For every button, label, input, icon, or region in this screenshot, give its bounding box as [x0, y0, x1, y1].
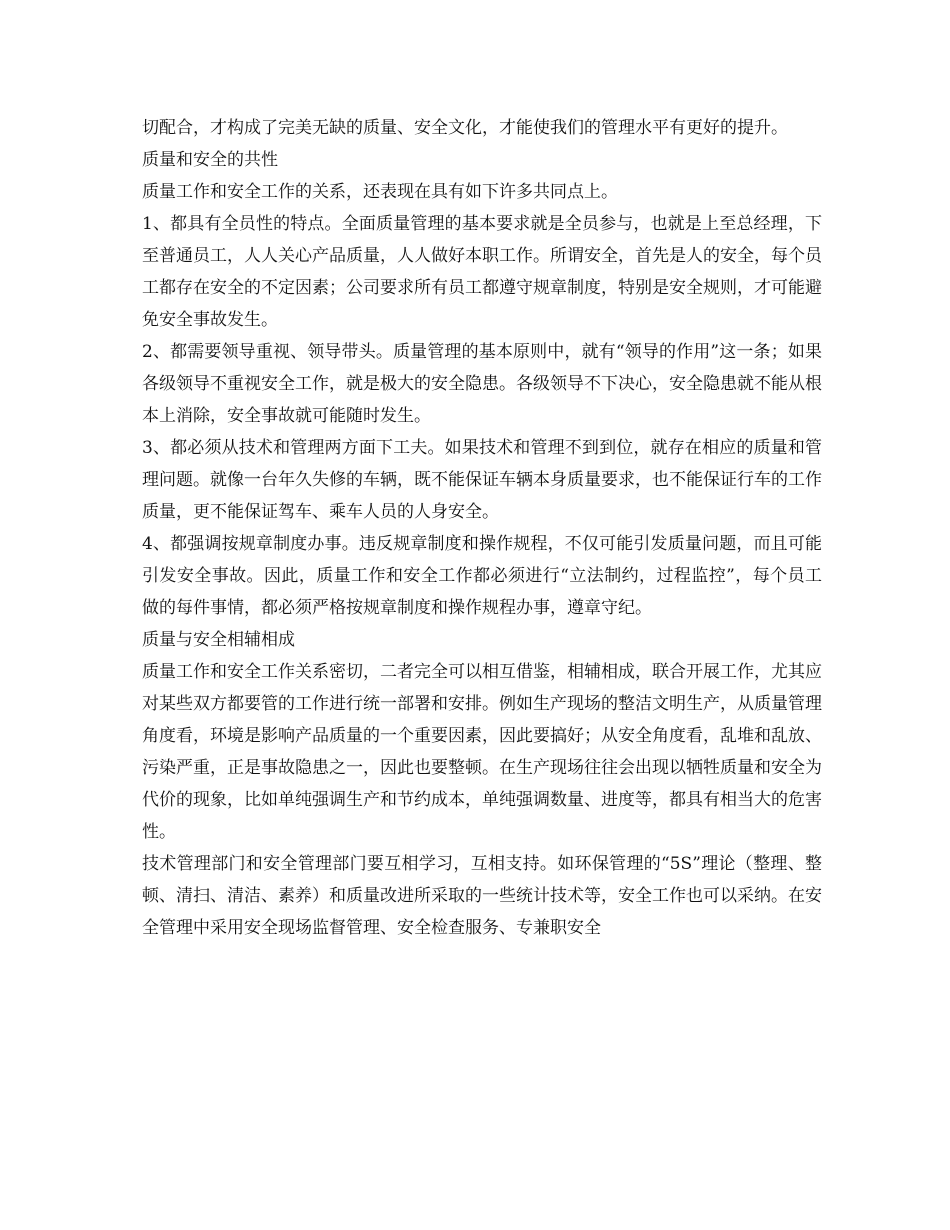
paragraph-complementary-work: 质量工作和安全工作关系密切，二者完全可以相互借鉴，相辅相成，联合开展工作，尤其应对某些双方都要管的工作进行统一部署和安排。例如生产现场的整洁文明生产，从质量管理角度看，环境是影响产品质量的一个重要因素，因此要搞好；从安全角度看，乱堆和乱放、污染严重，正是事故隐患之一，因此也要整顿。在生产现场往往会出现以牺牲质量和安全为代价的现象，比如单纯强调生产和节约成本，单纯强调数量、进度等，都具有相当大的危害性。 — [142, 662, 822, 842]
paragraph-mutual-learning: 技术管理部门和安全管理部门要互相学习，互相支持。如环保管理的“5S”理论（整理、整顿、清扫、清洁、素养）和质量改进所采取的一些统计技术等，安全工作也可以采纳。在安全管理中采用安全现场监督管理、安全检查服务、专兼职安全 — [142, 854, 822, 938]
paragraph-point-4: 4、都强调按规章制度办事。违反规章制度和操作规程，不仅可能引发质量问题，而且可能引发安全事故。因此，质量工作和安全工作都必须进行“立法制约，过程监控”，每个员工做的每件事情，都必须严格按规章制度和操作规程办事，遵章守纪。 — [142, 534, 822, 618]
paragraph-point-3: 3、都必须从技术和管理两方面下工夫。如果技术和管理不到到位，就存在相应的质量和管理问题。就像一台年久失修的车辆，既不能保证车辆本身质量要求，也不能保证行车的工作质量，更不能保证驾车、乘车人员的人身安全。 — [142, 438, 822, 522]
section-heading-common-traits: 质量和安全的共性 — [142, 150, 278, 170]
paragraph-point-1: 1、都具有全员性的特点。全面质量管理的基本要求就是全员参与，也就是上至总经理，下至普通员工，人人关心产品质量，人人做好本职工作。所谓安全，首先是人的安全，每个员工都存在安全的不定因素；公司要求所有员工都遵守规章制度，特别是安全规则，才可能避免安全事故发生。 — [142, 214, 822, 330]
document-body — [142, 112, 822, 944]
paragraph-point-2: 2、都需要领导重视、领导带头。质量管理的基本原则中，就有“领导的作用”这一条；如果各级领导不重视安全工作，就是极大的安全隐患。各级领导不下决心，安全隐患就不能从根本上消除，安全事故就可能随时发生。 — [142, 342, 822, 426]
paragraph-intro-common-points: 质量工作和安全工作的关系，还表现在具有如下许多共同点上。 — [142, 182, 618, 202]
paragraph-continuation: 切配合，才构成了完美无缺的质量、安全文化，才能使我们的管理水平有更好的提升。 — [142, 118, 788, 138]
section-heading-complementary: 质量与安全相辅相成 — [142, 630, 295, 650]
